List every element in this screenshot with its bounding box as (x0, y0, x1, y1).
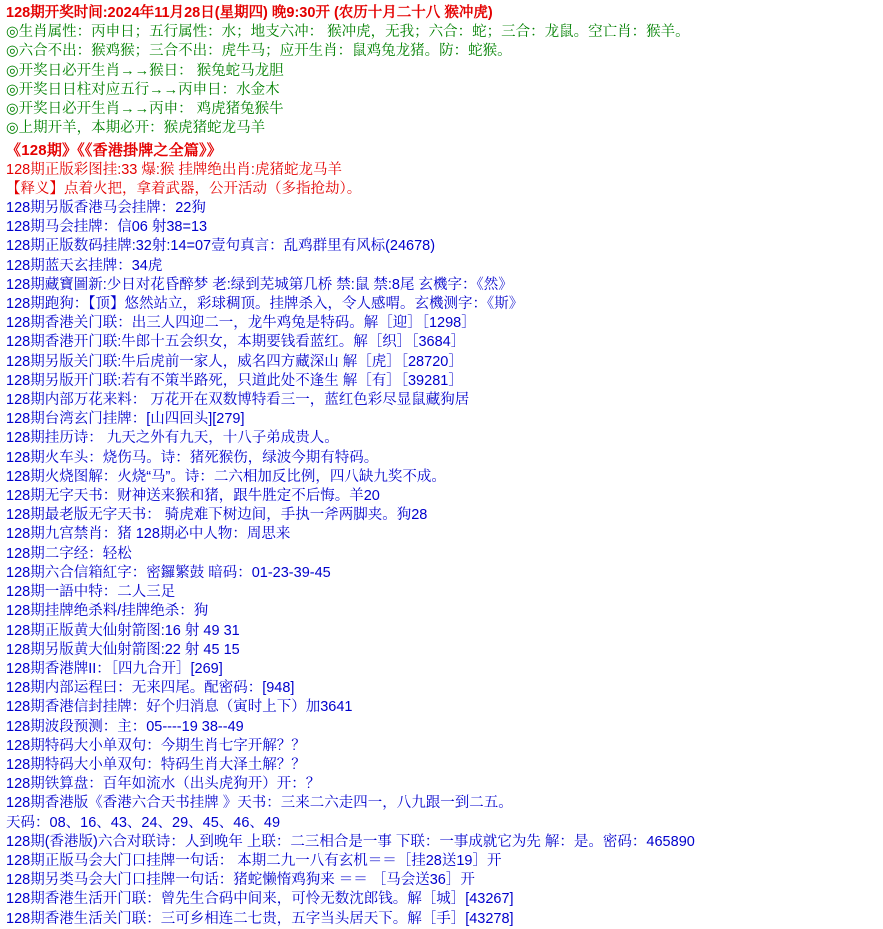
content-line-15: 128期挂历诗： 九天之外有九天，十八子弟成贵人。 (6, 430, 339, 447)
content-line-7: 128期藏寶圖新:少日对花昏醉梦 老:绿到芜城第几桥 禁:鼠 禁:8尾 玄機字：《然》 (6, 276, 513, 293)
content-line-32: 128期特码大小单双句：特码生肖大泽土解？？ (6, 756, 306, 773)
content-line-19: 128期最老版无字天书： 骑虎难下树边间，手执一斧两脚夹。狗28 (6, 507, 428, 524)
content-line-18: 128期无字天书：财神送来猴和猪，跟牛胜定不后悔。羊20 (6, 488, 380, 505)
content-line-2: 【释义】点着火把，拿着武器，公开活动（多指抢劫）。 (6, 180, 362, 197)
section-title: 《128期》《《香港掛牌之全篇》》 (6, 142, 222, 160)
content-line-27: 128期香港牌II：［四九合开］[269] (6, 660, 223, 677)
attribute-line-6: ◎上期开羊，本期必开：猴虎猪蛇龙马羊 (6, 120, 266, 137)
content-line-30: 128期波段预测：主：05----19 38--49 (6, 718, 244, 735)
content-line-11: 128期另版关门联:牛后虎前一家人，威名四方藏深山 解［虎］［28720］ (6, 353, 463, 370)
content-line-33: 128期铁算盘：百年如流水（出头虎狗开）开：？ (6, 776, 321, 793)
attribute-line-5: ◎开奖日必开生肖→→丙申： 鸡虎猪兔猴牛 (6, 101, 284, 118)
content-line-29: 128期香港信封挂牌：好个归消息（寅时上下）加3641 (6, 699, 353, 716)
content-line-37: 128期正版马会大门口挂牌一句话： 本期二九一八有玄机＝＝［挂28送19］开 (6, 852, 502, 869)
content-line-39: 128期香港生活开门联：曾先生合码中间来，可怜无数沈郎钱。解［城］[43267] (6, 891, 514, 908)
content-line-20: 128期九宫禁肖：猪 128期必中人物：周思来 (6, 526, 291, 543)
content-line-35: 天码：08、16、43、24、29、45、46、49 (6, 814, 281, 831)
attribute-line-3: ◎开奖日必开生肖→→猴日： 猴兔蛇马龙胆 (6, 62, 284, 79)
content-line-1: 128期正版彩图挂:33 爆:猴 挂牌绝出肖:虎猪蛇龙马羊 (6, 161, 342, 178)
content-line-40: 128期香港生活关门联：三可乡相连二七贵，五字当头居天下。解［手］[43278] (6, 910, 514, 927)
content-line-17: 128期火烧图解：火烧“马”。诗：二六相加反比例，四八缺九奖不成。 (6, 468, 446, 485)
content-line-8: 128期跑狗：【顶】悠然站立，彩球稠顶。挂牌杀入，令人感喟。玄機测字：《斯》 (6, 296, 524, 313)
content-line-5: 128期正版数码挂牌:32射:14=07壹句真言：乱鸡群里有风标(24678) (6, 238, 436, 255)
content-line-25: 128期正版黄大仙射箭图:16 射 49 31 (6, 622, 240, 639)
draw-time-header: 128期开奖时间:2024年11月28日(星期四) 晚9:30开 (农历十月二十八 猴冲虎) (6, 5, 493, 21)
content-line-36: 128期(香港版)六合对联诗：人到晚年 上联：二三相合是一事 下联：一事成就它为先 解：是。密码：465890 (6, 833, 695, 850)
content-line-21: 128期二字经：轻松 (6, 545, 132, 562)
content-line-34: 128期香港版《香港六合天书挂牌 》天书：三来二六走四一，八九跟一到二五。 (6, 795, 513, 812)
content-line-38: 128期另类马会大门口挂牌一句话：猪蛇懒惰鸡狗来 ＝＝ ［马会送36］开 (6, 872, 475, 889)
attribute-line-2: ◎六合不出：猴鸡猴；三合不出：虎牛马；应开生肖：鼠鸡兔龙猪。防：蛇猴。 (6, 43, 512, 60)
content-line-12: 128期另版开门联:若有不策半路死，只道此处不逢生 解［有］［39281］ (6, 372, 463, 389)
content-line-14: 128期台湾玄门挂牌：[山四回头][279] (6, 411, 245, 428)
content-line-13: 128期内部万花来料： 万花开在双数博特看三一，蓝红色彩尽显鼠藏狗居 (6, 392, 470, 409)
content-line-9: 128期香港关门联：出三人四迎二一，龙牛鸡兔是特码。解［迎］［1298］ (6, 315, 476, 332)
content-line-4: 128期马会挂牌：信06 射38=13 (6, 219, 208, 236)
content-line-22: 128期六合信箱紅字：密鑼繁鼓 暗码：01-23-39-45 (6, 564, 331, 581)
attribute-line-4: ◎开奖日日柱对应五行→→丙申日：水金木 (6, 81, 280, 98)
content-line-28: 128期内部运程曰：无来四尾。配密码：[948] (6, 680, 295, 697)
content-line-3: 128期另版香港马会挂牌：22狗 (6, 200, 206, 217)
attribute-line-1: ◎生肖属性：丙申日；五行属性：水；地支六冲： 猴冲虎，无我；六合：蛇；三合：龙鼠。空亡肖：猴羊。 (6, 24, 690, 41)
content-line-24: 128期挂牌绝杀料/挂牌绝杀：狗 (6, 603, 209, 620)
content-line-23: 128期一語中特：二人三足 (6, 584, 176, 601)
content-line-31: 128期特码大小单双句：今期生肖七字开解？？ (6, 737, 306, 754)
content-line-10: 128期香港开门联:牛郎十五会织女，本期要钱看蓝红。解［织］［3684］ (6, 334, 466, 351)
content-line-16: 128期火车头：烧伤马。诗：猪死猴伤，绿波今期有特码。 (6, 449, 379, 466)
content-line-6: 128期蓝天玄挂牌：34虎 (6, 257, 163, 274)
content-line-26: 128期另版黄大仙射箭图:22 射 45 15 (6, 641, 240, 658)
